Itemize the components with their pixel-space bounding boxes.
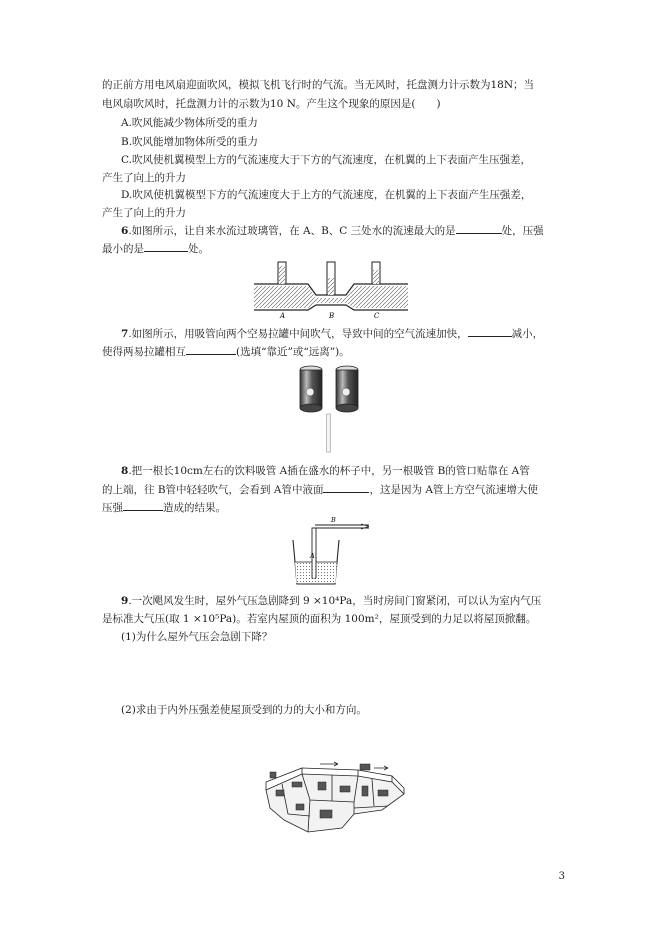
q8-number: 8 [121,465,129,477]
q6-number: 6 [121,225,129,237]
q6-line-1 [121,222,544,239]
q8-text-b: 的上端，往 B管中轻轻吹气，会看到 A管中液面 [102,484,324,496]
q5-option-c-cont: 产生了向上的升力 [102,172,186,184]
q7-blank-1[interactable] [468,325,512,337]
pipe-figure [250,258,412,318]
q8-text-c: ，这是因为 A管上方空气流速增大使 [369,484,538,496]
q6-text-b: 处，压强 [501,225,544,237]
q5-option-a: A.吹风能减少物体所受的重力 [121,117,258,129]
q6-text-c: 最小的是 [102,243,144,255]
q7-text-d: (选填“靠近”或“远离”)。 [236,346,350,358]
house-figure [262,760,408,836]
q8-blank-2[interactable] [123,499,163,511]
q9-sub-question-2: (2)求由于内外压强差使屋顶受到的力的大小和方向。 [121,704,367,716]
q8-line-3 [102,499,226,516]
cans-figure [295,362,367,454]
q6-blank-2[interactable] [144,240,188,252]
q5-option-c: C.吹风使机翼模型上方的气流速度大于下方的气流速度，在机翼的上下表面产生压强差， [121,154,531,166]
pipe-label-a: A [280,312,286,318]
q9-text-a: .一次飓风发生时，屋外气压急剧降到 9 ×10⁴Pa，当时房间门窗紧闭，可以认为室内气压 [128,595,542,607]
q6-text-d: 处。 [188,243,209,255]
q9-line-2: 是标准大气压(取 1 ×10⁵Pa)。若室内屋顶的面积为 100m²，屋顶受到的力足以将屋顶掀翻。 [102,613,537,625]
q7-number: 7 [121,328,129,340]
q7-blank-2[interactable] [186,343,236,355]
q7-text-b: 减小， [511,328,544,340]
q6-line-2 [102,240,209,257]
q5-option-b: B.吹风能增加物体所受的重力 [121,136,259,148]
q7-line-1 [121,325,543,342]
q9-sub-question-1: (1)为什么屋外气压会急剧下降？ [121,631,273,643]
q5-option-d-cont: 产生了向上的升力 [102,207,186,219]
q7-text-c: 使得两易拉罐相互 [102,346,186,358]
q8-line-2 [102,481,538,498]
straw-label-a: A [310,552,315,560]
cup-straw-figure [287,514,377,588]
q8-text-a: .把一根长10cm左右的饮料吸管 A插在盛水的杯子中，另一根吸管 B的管口贴靠在 A管 [128,465,530,477]
q8-line-1 [121,463,530,479]
q6-blank-1[interactable] [456,222,502,234]
q8-blank-1[interactable] [323,481,369,493]
q7-text-a: .如图所示，用吸管向两个空易拉罐中间吹气，导致中间的空气流速加快， [128,328,468,340]
q5-stem-line-1: 的正前方用电风扇迎面吹风，模拟飞机飞行时的气流。当无风时，托盘测力计示数为18N；当 [102,79,535,91]
pipe-label-c: C [374,312,380,318]
pipe-label-b: B [329,312,335,318]
q9-line-1 [121,593,541,609]
q6-text-a: .如图所示，让自来水流过玻璃管，在 A、B、C 三处水的流速最大的是 [128,225,456,237]
page-number: 3 [558,871,565,882]
q8-text-e: 造成的结果。 [163,502,226,514]
straw-label-b: B [331,516,336,524]
q5-option-d: D.吹风使机翼模型下方的气流速度大于上方的气流速度，在机翼的上下表面产生压强差， [121,189,532,201]
q9-number: 9 [121,595,129,607]
q8-text-d: 压强 [102,502,123,514]
q7-line-2 [102,343,350,360]
q5-stem-line-2: 电风扇吹风时，托盘测力计的示数为10 N。产生这个现象的原因是( ) [102,98,441,110]
